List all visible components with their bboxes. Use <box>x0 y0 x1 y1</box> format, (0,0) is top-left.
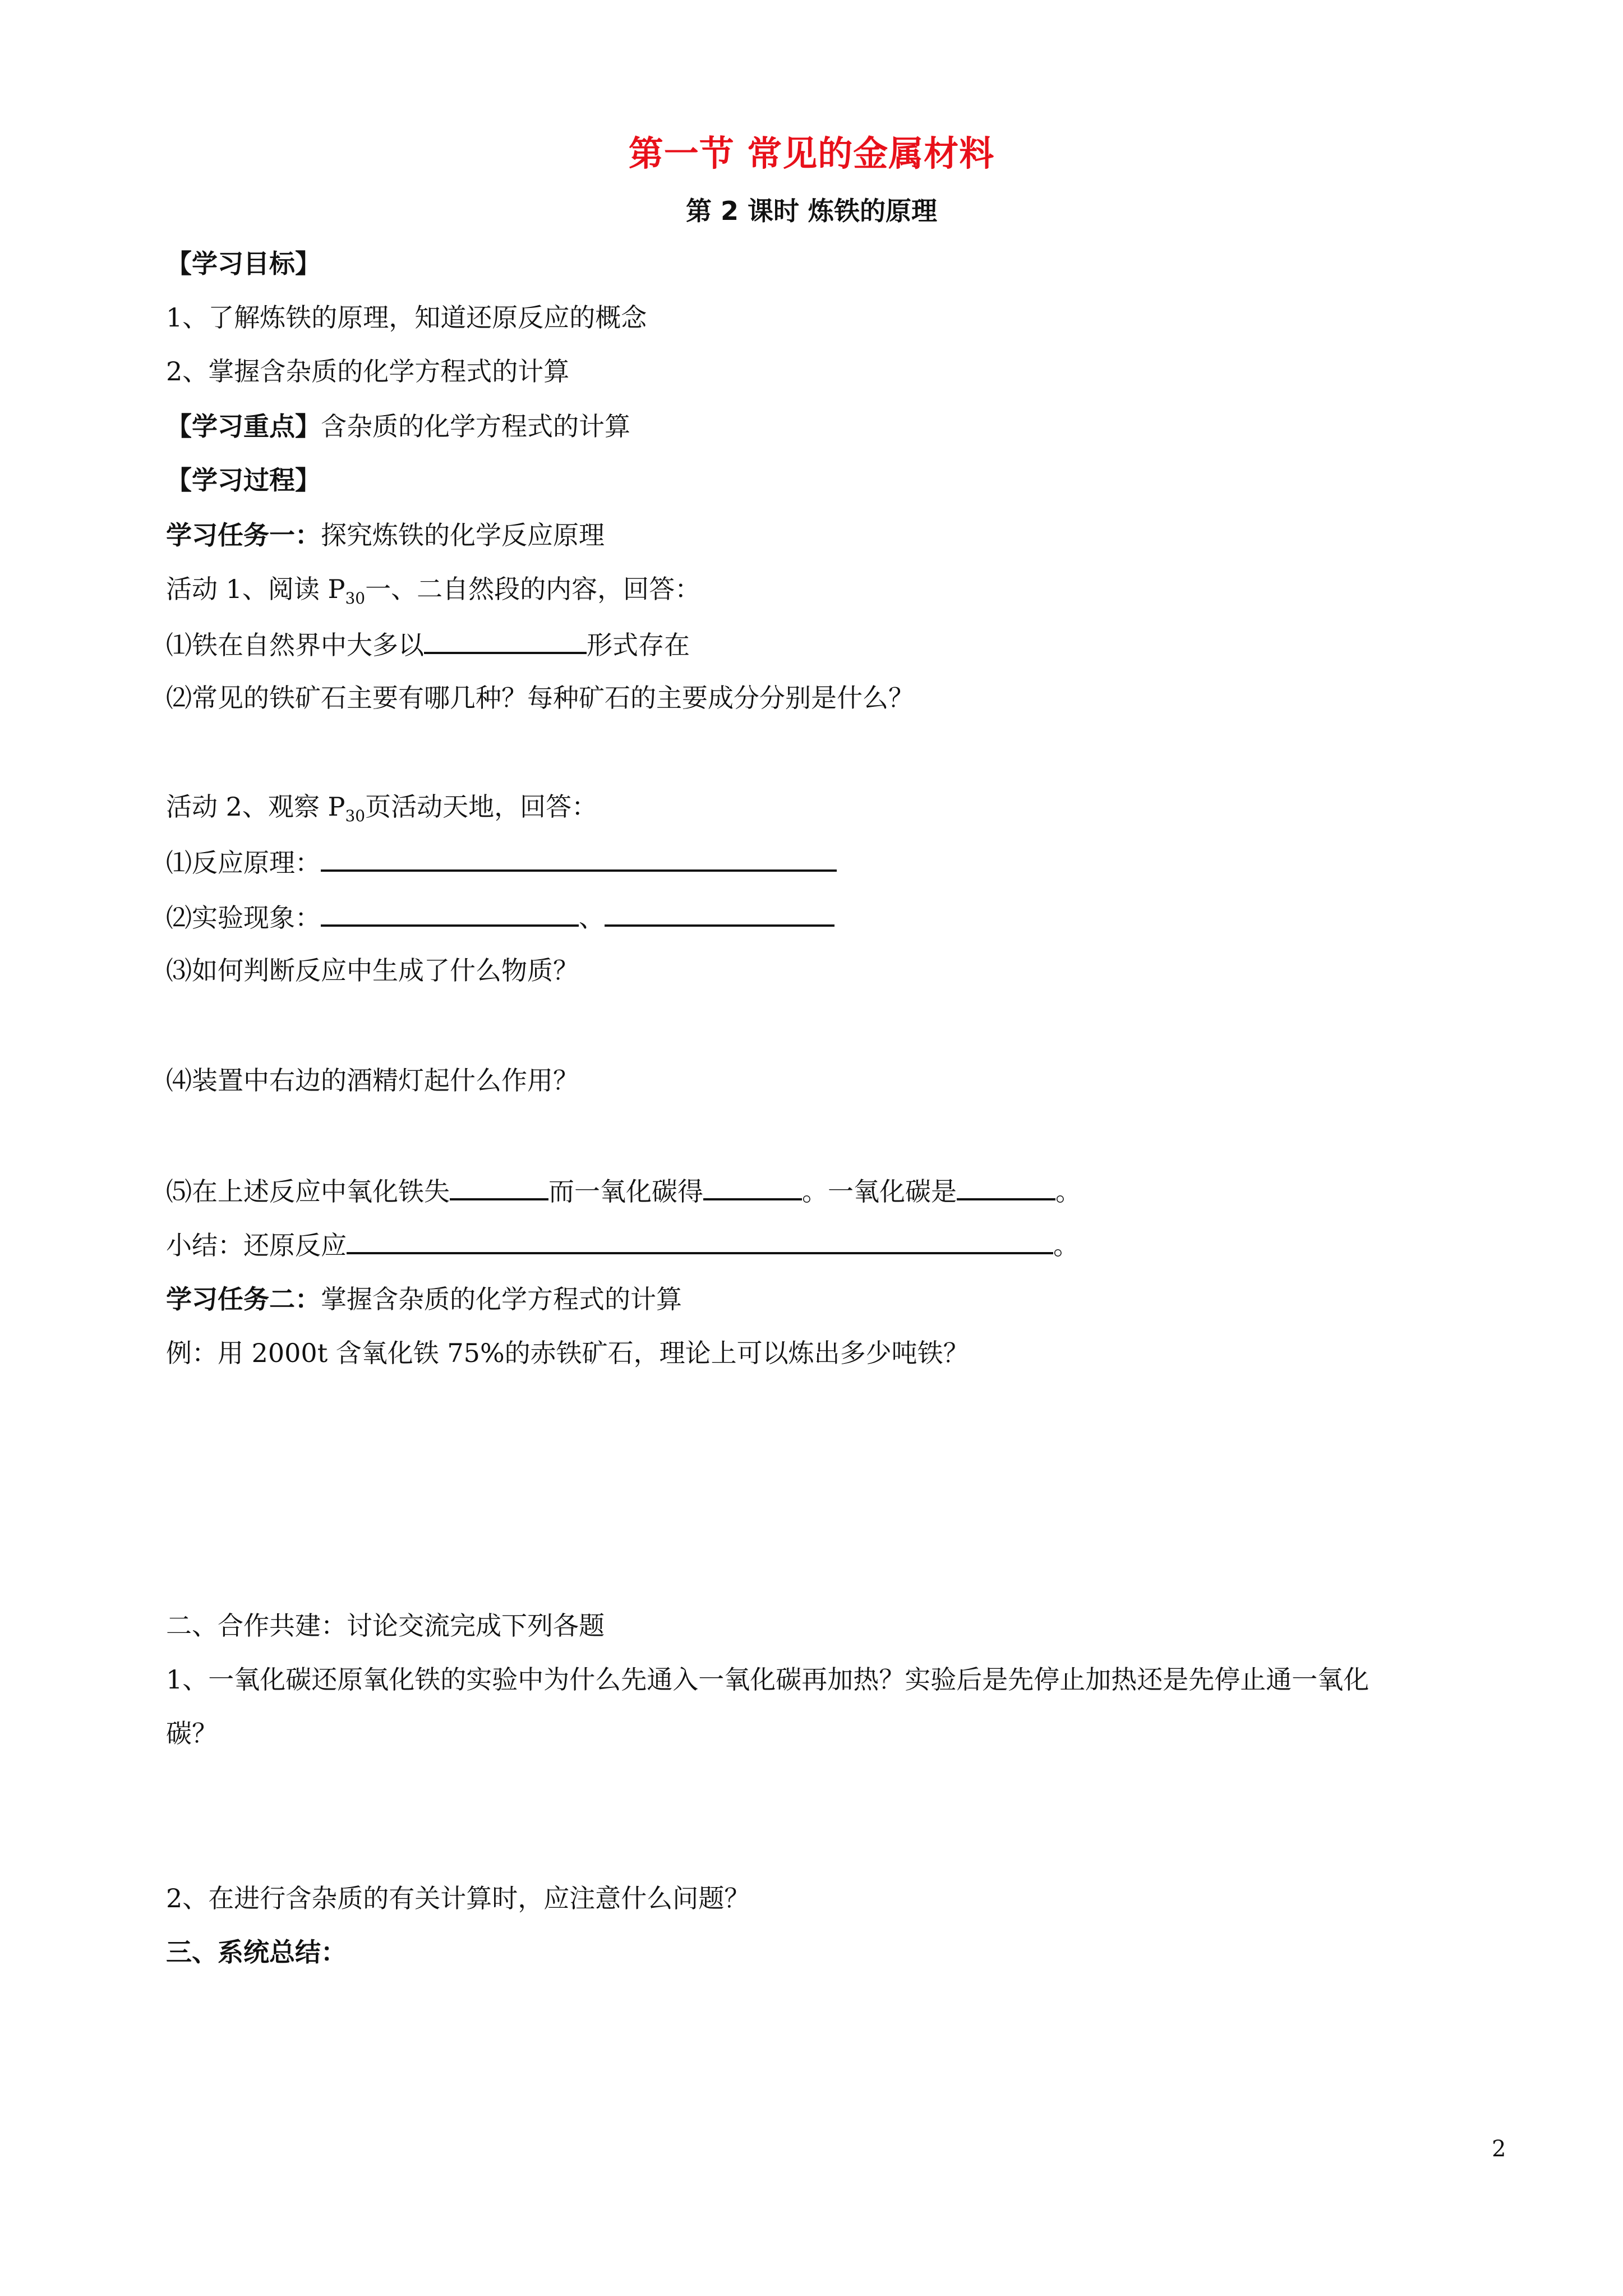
answer-blank[interactable] <box>321 845 837 872</box>
system-summary-heading: 三、系统总结： <box>166 1937 347 1967</box>
reaction-principle <box>166 845 837 880</box>
page-number: 2 <box>1492 2136 1506 2162</box>
answer-blank[interactable] <box>957 1174 1055 1200</box>
summary-end: 。 <box>1053 1230 1079 1260</box>
task-2-text: 掌握含杂质的化学方程式的计算 <box>321 1284 682 1314</box>
cooperation-question-1: 1、一氧化碳还原氧化铁的实验中为什么先通入一氧化碳再加热？实验后是先停止加热还是先停止通一氧化 <box>166 1664 1370 1695</box>
answer-blank[interactable] <box>424 627 587 654</box>
activity-1-suffix: 一、二自然段的内容，回答： <box>365 574 701 604</box>
goal-1: 1、了解炼铁的原理，知道还原反应的概念 <box>166 302 647 333</box>
process-heading: 【学习过程】 <box>166 465 321 495</box>
reaction-principle-label: ⑴反应原理： <box>166 848 321 878</box>
lesson-subtitle: 第 2 课时 炼铁的原理 <box>685 196 938 226</box>
activity-1-prefix: 活动 1、阅读 P <box>166 574 345 604</box>
question-1-suffix: 形式存在 <box>587 630 690 660</box>
question-1 <box>166 627 690 662</box>
summary <box>166 1227 1079 1262</box>
activity-1 <box>166 572 700 615</box>
task-1-text: 探究炼铁的化学反应原理 <box>321 520 605 550</box>
activity-2 <box>166 790 597 833</box>
key-heading: 【学习重点】 <box>166 411 321 441</box>
experiment-phenomenon-label: ⑵实验现象： <box>166 903 321 933</box>
question-5-middle-1: 而一氧化碳得 <box>548 1176 703 1207</box>
cooperation-heading: 二、合作共建：讨论交流完成下列各题 <box>166 1611 605 1641</box>
page-title: 第一节 常见的金属材料 <box>628 133 995 174</box>
question-5-middle-2: 。一氧化碳是 <box>802 1176 957 1207</box>
goal-2: 2、掌握含杂质的化学方程式的计算 <box>166 356 570 386</box>
cooperation-question-2: 2、在进行含杂质的有关计算时，应注意什么问题？ <box>166 1883 750 1913</box>
goals-heading: 【学习目标】 <box>166 249 321 279</box>
summary-label: 小结：还原反应 <box>166 1230 347 1260</box>
answer-blank[interactable] <box>605 900 834 927</box>
question-4: ⑷装置中右边的酒精灯起什么作用？ <box>166 1065 579 1096</box>
task-2-label: 学习任务二： <box>166 1284 321 1314</box>
answer-blank[interactable] <box>450 1174 548 1200</box>
question-5 <box>166 1174 1081 1208</box>
experiment-phenomenon <box>166 900 834 935</box>
answer-blank[interactable] <box>321 900 579 927</box>
page-ref-subscript: 30 <box>345 589 366 608</box>
task-1-label: 学习任务一： <box>166 520 321 550</box>
question-3: ⑶如何判断反应中生成了什么物质？ <box>166 955 579 986</box>
answer-blank[interactable] <box>347 1227 1053 1254</box>
key-point <box>166 409 630 443</box>
key-text: 含杂质的化学方程式的计算 <box>321 411 630 441</box>
question-5-end: 。 <box>1055 1176 1081 1207</box>
task-2 <box>166 1282 682 1316</box>
activity-2-prefix: 活动 2、观察 P <box>166 792 345 822</box>
answer-blank[interactable] <box>703 1174 802 1200</box>
question-2: ⑵常见的铁矿石主要有哪几种？每种矿石的主要成分分别是什么？ <box>166 683 914 713</box>
cooperation-question-1-cont: 碳？ <box>166 1718 218 1749</box>
example-problem: 例：用 2000t 含氧化铁 75%的赤铁矿石，理论上可以炼出多少吨铁？ <box>166 1338 969 1368</box>
task-1 <box>166 518 605 552</box>
separator: 、 <box>579 903 605 933</box>
question-1-prefix: ⑴铁在自然界中大多以 <box>166 630 424 660</box>
question-5-prefix: ⑸在上述反应中氧化铁失 <box>166 1176 450 1207</box>
activity-2-suffix: 页活动天地，回答： <box>365 792 598 822</box>
page-ref-subscript: 30 <box>345 807 366 825</box>
